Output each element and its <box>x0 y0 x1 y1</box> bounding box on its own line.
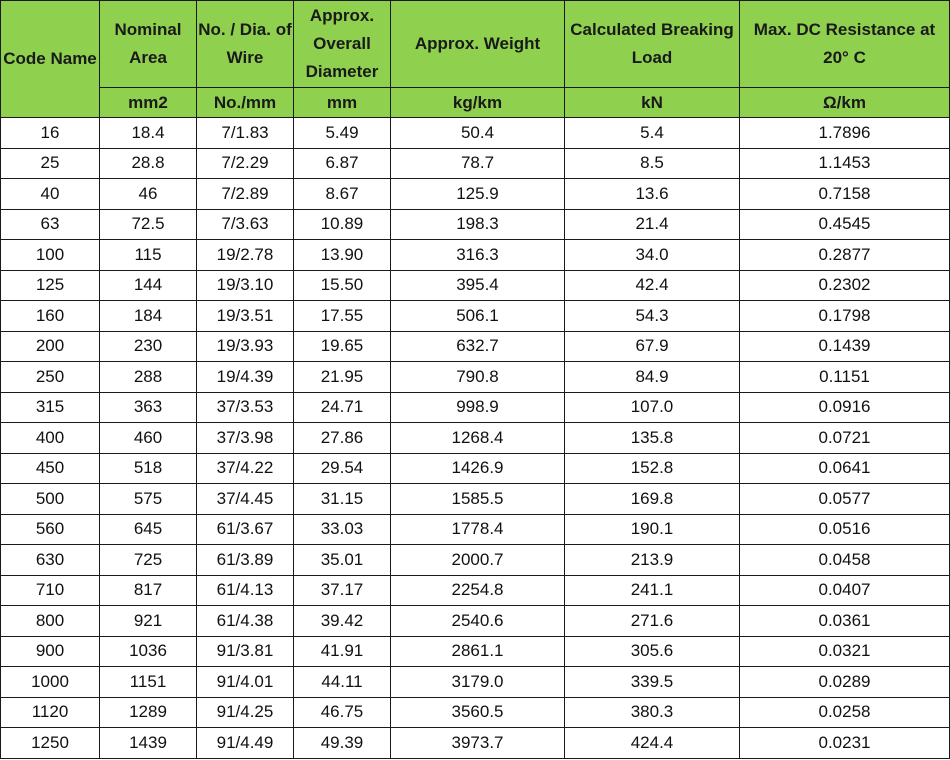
table-row <box>1 423 950 454</box>
cell-nominal-area: 46 <box>100 179 197 210</box>
cell-nominal-area: 460 <box>100 423 197 454</box>
cell-weight: 2540.6 <box>391 606 565 637</box>
cell-breaking-load: 8.5 <box>565 148 740 179</box>
unit-wire: No./mm <box>197 88 294 118</box>
header-dc-resistance: Max. DC Resistance at 20° C <box>740 1 950 88</box>
cell-code-name: 315 <box>1 392 100 423</box>
cell-overall-diameter: 31.15 <box>294 484 391 515</box>
cell-breaking-load: 169.8 <box>565 484 740 515</box>
cell-nominal-area: 144 <box>100 270 197 301</box>
cell-breaking-load: 84.9 <box>565 362 740 393</box>
table-row <box>1 240 950 271</box>
cell-weight: 125.9 <box>391 179 565 210</box>
table-row <box>1 606 950 637</box>
unit-weight: kg/km <box>391 88 565 118</box>
table-row <box>1 331 950 362</box>
cell-code-name: 500 <box>1 484 100 515</box>
cell-nominal-area: 1289 <box>100 697 197 728</box>
table-row <box>1 362 950 393</box>
cell-breaking-load: 305.6 <box>565 636 740 667</box>
cell-dc-resistance: 0.2302 <box>740 270 950 301</box>
cell-nominal-area: 518 <box>100 453 197 484</box>
cell-code-name: 400 <box>1 423 100 454</box>
unit-dc-resistance: Ω/km <box>740 88 950 118</box>
cell-nominal-area: 1151 <box>100 667 197 698</box>
header-overall-diameter: Approx. Overall Diameter <box>294 1 391 88</box>
cell-overall-diameter: 21.95 <box>294 362 391 393</box>
cell-breaking-load: 13.6 <box>565 179 740 210</box>
cell-nominal-area: 18.4 <box>100 118 197 149</box>
cell-dc-resistance: 0.0516 <box>740 514 950 545</box>
table-row <box>1 636 950 667</box>
cell-overall-diameter: 24.71 <box>294 392 391 423</box>
table-row <box>1 514 950 545</box>
unit-overall-diameter: mm <box>294 88 391 118</box>
cell-breaking-load: 190.1 <box>565 514 740 545</box>
cell-breaking-load: 339.5 <box>565 667 740 698</box>
cell-overall-diameter: 8.67 <box>294 179 391 210</box>
cell-breaking-load: 21.4 <box>565 209 740 240</box>
cell-breaking-load: 135.8 <box>565 423 740 454</box>
cell-dc-resistance: 0.0231 <box>740 728 950 759</box>
cell-dc-resistance: 0.0458 <box>740 545 950 576</box>
cell-overall-diameter: 10.89 <box>294 209 391 240</box>
cell-wire: 91/4.49 <box>197 728 294 759</box>
cell-weight: 198.3 <box>391 209 565 240</box>
cell-nominal-area: 725 <box>100 545 197 576</box>
cell-wire: 61/4.13 <box>197 575 294 606</box>
cell-code-name: 250 <box>1 362 100 393</box>
cell-nominal-area: 1439 <box>100 728 197 759</box>
cell-wire: 19/3.93 <box>197 331 294 362</box>
cell-nominal-area: 1036 <box>100 636 197 667</box>
cell-dc-resistance: 0.2877 <box>740 240 950 271</box>
cell-overall-diameter: 13.90 <box>294 240 391 271</box>
header-nominal-area: Nominal Area <box>100 1 197 88</box>
cell-breaking-load: 380.3 <box>565 697 740 728</box>
cell-overall-diameter: 39.42 <box>294 606 391 637</box>
cell-nominal-area: 72.5 <box>100 209 197 240</box>
cell-dc-resistance: 0.0321 <box>740 636 950 667</box>
cell-dc-resistance: 0.0721 <box>740 423 950 454</box>
cell-overall-diameter: 5.49 <box>294 118 391 149</box>
cell-breaking-load: 34.0 <box>565 240 740 271</box>
table-row <box>1 209 950 240</box>
cell-code-name: 900 <box>1 636 100 667</box>
cell-wire: 19/3.51 <box>197 301 294 332</box>
cell-nominal-area: 184 <box>100 301 197 332</box>
cell-wire: 91/3.81 <box>197 636 294 667</box>
table-row <box>1 575 950 606</box>
cell-weight: 2000.7 <box>391 545 565 576</box>
cell-dc-resistance: 0.0577 <box>740 484 950 515</box>
cell-breaking-load: 152.8 <box>565 453 740 484</box>
cell-nominal-area: 575 <box>100 484 197 515</box>
cell-code-name: 25 <box>1 148 100 179</box>
cell-dc-resistance: 0.1439 <box>740 331 950 362</box>
cell-dc-resistance: 0.0361 <box>740 606 950 637</box>
cell-weight: 50.4 <box>391 118 565 149</box>
cell-weight: 506.1 <box>391 301 565 332</box>
cell-code-name: 63 <box>1 209 100 240</box>
cell-wire: 37/4.45 <box>197 484 294 515</box>
cell-code-name: 100 <box>1 240 100 271</box>
table-body <box>1 118 950 759</box>
cell-breaking-load: 107.0 <box>565 392 740 423</box>
cell-overall-diameter: 6.87 <box>294 148 391 179</box>
cell-dc-resistance: 0.0916 <box>740 392 950 423</box>
cell-overall-diameter: 37.17 <box>294 575 391 606</box>
cell-dc-resistance: 0.0258 <box>740 697 950 728</box>
cell-overall-diameter: 27.86 <box>294 423 391 454</box>
cell-overall-diameter: 46.75 <box>294 697 391 728</box>
cell-code-name: 710 <box>1 575 100 606</box>
table-row <box>1 453 950 484</box>
cell-code-name: 160 <box>1 301 100 332</box>
cell-wire: 7/2.89 <box>197 179 294 210</box>
cell-weight: 998.9 <box>391 392 565 423</box>
cell-nominal-area: 363 <box>100 392 197 423</box>
cell-wire: 7/3.63 <box>197 209 294 240</box>
cell-dc-resistance: 1.7896 <box>740 118 950 149</box>
cell-weight: 2254.8 <box>391 575 565 606</box>
cell-weight: 1268.4 <box>391 423 565 454</box>
cell-dc-resistance: 1.1453 <box>740 148 950 179</box>
cell-weight: 3560.5 <box>391 697 565 728</box>
cell-overall-diameter: 41.91 <box>294 636 391 667</box>
cell-dc-resistance: 0.7158 <box>740 179 950 210</box>
unit-breaking-load: kN <box>565 88 740 118</box>
cell-code-name: 1000 <box>1 667 100 698</box>
cell-code-name: 40 <box>1 179 100 210</box>
cell-dc-resistance: 0.0289 <box>740 667 950 698</box>
cell-weight: 790.8 <box>391 362 565 393</box>
cell-nominal-area: 230 <box>100 331 197 362</box>
cell-code-name: 800 <box>1 606 100 637</box>
cell-code-name: 200 <box>1 331 100 362</box>
table-row <box>1 118 950 149</box>
cell-weight: 3973.7 <box>391 728 565 759</box>
header-wire: No. / Dia. of Wire <box>197 1 294 88</box>
table-row <box>1 667 950 698</box>
cell-code-name: 560 <box>1 514 100 545</box>
cell-weight: 316.3 <box>391 240 565 271</box>
cell-nominal-area: 817 <box>100 575 197 606</box>
cell-breaking-load: 42.4 <box>565 270 740 301</box>
cell-wire: 37/3.53 <box>197 392 294 423</box>
header-weight: Approx. Weight <box>391 1 565 88</box>
cell-overall-diameter: 35.01 <box>294 545 391 576</box>
table-row <box>1 301 950 332</box>
unit-nominal-area: mm2 <box>100 88 197 118</box>
cell-wire: 37/3.98 <box>197 423 294 454</box>
cell-breaking-load: 54.3 <box>565 301 740 332</box>
header-row <box>1 1 950 88</box>
cell-wire: 61/4.38 <box>197 606 294 637</box>
cell-dc-resistance: 0.1798 <box>740 301 950 332</box>
cell-wire: 7/2.29 <box>197 148 294 179</box>
cell-weight: 1585.5 <box>391 484 565 515</box>
cell-nominal-area: 115 <box>100 240 197 271</box>
cell-breaking-load: 213.9 <box>565 545 740 576</box>
cell-nominal-area: 645 <box>100 514 197 545</box>
table-row <box>1 270 950 301</box>
cell-overall-diameter: 44.11 <box>294 667 391 698</box>
cell-overall-diameter: 33.03 <box>294 514 391 545</box>
cell-code-name: 16 <box>1 118 100 149</box>
cell-overall-diameter: 19.65 <box>294 331 391 362</box>
cell-overall-diameter: 29.54 <box>294 453 391 484</box>
cell-wire: 19/4.39 <box>197 362 294 393</box>
cell-code-name: 1250 <box>1 728 100 759</box>
cell-weight: 395.4 <box>391 270 565 301</box>
cell-wire: 19/2.78 <box>197 240 294 271</box>
table-row <box>1 392 950 423</box>
table-row <box>1 484 950 515</box>
cell-wire: 19/3.10 <box>197 270 294 301</box>
cell-nominal-area: 921 <box>100 606 197 637</box>
cell-nominal-area: 28.8 <box>100 148 197 179</box>
cell-overall-diameter: 17.55 <box>294 301 391 332</box>
cell-wire: 61/3.89 <box>197 545 294 576</box>
cell-weight: 2861.1 <box>391 636 565 667</box>
cell-code-name: 1120 <box>1 697 100 728</box>
cell-breaking-load: 241.1 <box>565 575 740 606</box>
cell-dc-resistance: 0.0407 <box>740 575 950 606</box>
header-code-name: Code Name <box>1 1 100 118</box>
cell-dc-resistance: 0.4545 <box>740 209 950 240</box>
cell-weight: 1778.4 <box>391 514 565 545</box>
cell-weight: 3179.0 <box>391 667 565 698</box>
cell-wire: 91/4.01 <box>197 667 294 698</box>
cell-wire: 7/1.83 <box>197 118 294 149</box>
cell-wire: 37/4.22 <box>197 453 294 484</box>
cell-code-name: 125 <box>1 270 100 301</box>
cell-overall-diameter: 15.50 <box>294 270 391 301</box>
cell-breaking-load: 67.9 <box>565 331 740 362</box>
table-row <box>1 148 950 179</box>
table-row <box>1 728 950 759</box>
cell-weight: 632.7 <box>391 331 565 362</box>
table-header <box>1 1 950 118</box>
cell-breaking-load: 5.4 <box>565 118 740 149</box>
table-row <box>1 697 950 728</box>
cell-weight: 1426.9 <box>391 453 565 484</box>
cell-code-name: 450 <box>1 453 100 484</box>
header-breaking-load: Calculated Breaking Load <box>565 1 740 88</box>
cell-overall-diameter: 49.39 <box>294 728 391 759</box>
table-row <box>1 179 950 210</box>
table-row <box>1 545 950 576</box>
cell-breaking-load: 271.6 <box>565 606 740 637</box>
units-row <box>1 88 950 118</box>
cell-nominal-area: 288 <box>100 362 197 393</box>
cell-code-name: 630 <box>1 545 100 576</box>
cell-dc-resistance: 0.1151 <box>740 362 950 393</box>
cell-wire: 91/4.25 <box>197 697 294 728</box>
cell-dc-resistance: 0.0641 <box>740 453 950 484</box>
cell-wire: 61/3.67 <box>197 514 294 545</box>
cell-weight: 78.7 <box>391 148 565 179</box>
cell-breaking-load: 424.4 <box>565 728 740 759</box>
